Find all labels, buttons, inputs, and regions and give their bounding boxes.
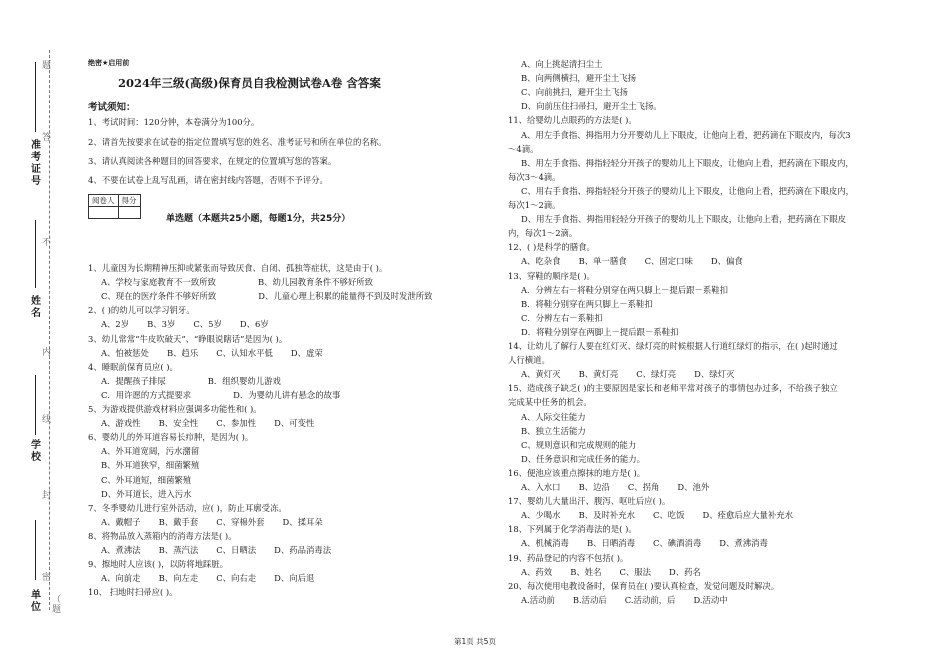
answer-option[interactable]: C、碘酒消毒 — [652, 538, 702, 549]
answer-option[interactable]: D、绿灯灭 — [694, 369, 735, 380]
fill-line — [35, 62, 36, 132]
notice-item: 4、不要在试卷上乱写乱画，请在密封线内答题，否则不予评分。 — [88, 175, 328, 185]
seal-char: 密 — [42, 573, 52, 583]
question-text: 6、婴幼儿的外耳道容易长疖肿，是因为( )。 — [88, 432, 254, 443]
option-row — [521, 256, 743, 267]
option-row — [101, 489, 191, 500]
question-text: 19、药品登记的内容不包括( )。 — [508, 552, 629, 563]
question-text: 15、造成孩子缺乏( )的主要原因是家长和老师平常对孩子的事情包办过多，不给孩子独立 — [508, 383, 838, 394]
answer-option[interactable]: C、参加性 — [216, 418, 257, 429]
answer-option[interactable]: C．用许愿的方式提要求 — [101, 389, 192, 400]
answer-option[interactable]: A、戴帽子 — [101, 516, 141, 527]
question-text: 14、让幼儿了解行人要在红灯灭、绿灯亮的时候根据人行道红绿灯的指示，在( )起时通过 — [508, 341, 838, 351]
option-row — [521, 426, 586, 437]
seal-char: 内 — [42, 348, 52, 358]
option-row — [521, 186, 854, 197]
answer-option[interactable]: B、幼儿园教育条件不够好所致 — [257, 277, 373, 288]
answer-option[interactable]: D、可变性 — [274, 418, 315, 429]
option-row — [521, 158, 854, 169]
seal-char: 不 — [42, 238, 52, 248]
answer-option[interactable]: B、用左手食指、拇指轻轻分开孩子的婴幼儿上下眼皮，让他向上看，把药滴在下眼皮内， — [521, 157, 854, 168]
answer-option[interactable]: A、2岁 — [101, 319, 130, 330]
answer-option[interactable]: B、姓名 — [570, 566, 602, 577]
fill-line — [35, 220, 36, 288]
option-row — [521, 327, 678, 338]
option-row — [101, 418, 314, 429]
option-row — [521, 440, 636, 451]
exam-number-label: 准 考 证 号 — [31, 140, 41, 187]
answer-option[interactable]: C、绿灯亮 — [636, 369, 677, 380]
option-row — [521, 412, 586, 423]
answer-option[interactable]: C、外耳道短，细菌繁殖 — [101, 474, 192, 485]
option-row — [101, 348, 323, 359]
fill-line — [35, 375, 36, 435]
question-text: 12、( )是科学的膳食。 — [508, 242, 595, 253]
answer-option[interactable]: D、儿童心理上积累的能量得不到及时发泄所致 — [258, 291, 433, 302]
option-row — [521, 510, 793, 521]
answer-option[interactable]: B、单一膳食 — [578, 256, 627, 267]
question-text: 7、冬季婴幼儿进行室外活动，应( )，防止耳廓受冻。 — [88, 502, 287, 513]
answer-option[interactable]: A、向上挑起清扫尘土 — [521, 59, 603, 69]
option-row — [521, 538, 768, 549]
seal-char: 线 — [42, 415, 52, 425]
answer-option[interactable]: D、外耳道长，进入污水 — [101, 488, 192, 499]
answer-option[interactable]: D、池外 — [677, 482, 710, 492]
answer-option[interactable]: A、外耳道宽阔，污水潴留 — [101, 446, 200, 457]
notice-item: 2、请首先按要求在试卷的指定位置填写您的姓名、准考证号和所在单位的名称。 — [88, 137, 387, 147]
option-row — [101, 446, 199, 457]
notice-item: 1、考试时间：120分钟，本卷满分为100分。 — [88, 117, 260, 127]
question-text: 8、将物品放入蒸箱内的消毒方法是( )。 — [88, 530, 237, 541]
answer-option[interactable]: A、药效 — [521, 566, 553, 577]
answer-option[interactable]: C、拐角 — [627, 482, 660, 492]
answer-option[interactable]: C、用右手食指、拇指轻轻分开孩子的婴幼儿上下眼皮，让他向上看，把药滴在下眼皮内， — [521, 185, 855, 196]
question-text: 人行横道。 — [508, 355, 550, 366]
answer-option[interactable]: A、向前走 — [101, 573, 141, 584]
option-row — [101, 390, 340, 401]
score-table — [88, 194, 141, 219]
answer-option[interactable]: D、用左手食指、拇指用轻轻分开孩子的婴幼儿上下眼皮，让他向上看，把药滴在下眼皮 — [521, 214, 846, 225]
option-row — [521, 595, 728, 606]
question-text: 9、擦地时人应该( )，以防将地踩脏。 — [88, 559, 229, 570]
school-label: 学 校 — [31, 440, 41, 463]
option-row — [521, 59, 602, 70]
question-text: 内，每次1～2滴。 — [508, 228, 578, 239]
grader-header: 阅卷人 — [89, 195, 119, 207]
answer-option[interactable]: B、日晒消毒 — [586, 538, 635, 549]
answer-option[interactable]: B、独立生活能力 — [521, 425, 586, 436]
answer-option[interactable]: C、穿棉外套 — [216, 516, 265, 527]
unit-label: 单 位 — [31, 590, 41, 613]
question-text: ～4滴。 — [508, 143, 539, 154]
option-row — [521, 482, 709, 493]
question-text: 4、睡眠前保育员应( )。 — [88, 361, 178, 372]
answer-option[interactable]: D、向后退 — [274, 573, 315, 584]
answer-option[interactable]: B、3岁 — [147, 319, 176, 330]
answer-option[interactable]: D．将鞋分别穿在两脚上－提后跟－系鞋扣 — [521, 326, 679, 337]
answer-option[interactable]: C.活动前，后 — [624, 594, 676, 605]
page-footer: 第1页 共5页 — [454, 637, 496, 646]
option-row — [521, 454, 645, 465]
seal-char: 封 — [42, 491, 52, 501]
option-row — [521, 567, 701, 578]
option-row — [521, 87, 628, 98]
answer-option[interactable]: C、吃饭 — [652, 510, 685, 521]
answer-option[interactable]: D、药品消毒法 — [274, 545, 332, 555]
answer-option[interactable]: A.活动前 — [521, 594, 555, 605]
answer-option[interactable]: D、6岁 — [239, 319, 269, 330]
option-row — [101, 277, 373, 288]
option-row — [101, 545, 331, 556]
question-text: 11、给婴幼儿点眼药的方法是( )。 — [508, 115, 637, 126]
question-text: 10、 扫地时扫帚应( )。 — [88, 587, 178, 598]
seal-char: 题 — [52, 605, 62, 615]
answer-option[interactable]: D、向前压住扫帚扫，避开尘土飞扬。 — [521, 101, 662, 112]
answer-option[interactable]: B．组织婴幼儿游戏 — [207, 375, 281, 386]
answer-option[interactable]: A、怕被惩处 — [101, 347, 149, 358]
answer-option[interactable]: C、向右走 — [216, 573, 257, 584]
question-text: 20、每次使用电教设备时，保育员在( )要认真检查，发觉问题及时解决。 — [508, 580, 780, 591]
answer-option[interactable]: C、5岁 — [193, 319, 222, 330]
answer-option[interactable]: C、固定口味 — [644, 256, 693, 267]
fill-line — [35, 520, 36, 580]
answer-option[interactable]: A、入水口 — [521, 482, 561, 492]
question-text: 完成某中任务的机会。 — [508, 397, 592, 408]
option-row — [521, 285, 728, 296]
answer-option[interactable]: A、学校与家庭教育不一致所致 — [101, 277, 216, 288]
answer-option[interactable]: B、戴手套 — [158, 516, 199, 527]
option-row — [101, 517, 323, 528]
answer-option[interactable]: C、服法 — [619, 566, 652, 577]
answer-option[interactable]: B、向两侧横扫，避开尘土飞扬 — [521, 73, 637, 84]
section-heading: 单选题（本题共25小题，每题1分，共25分） — [166, 214, 351, 224]
option-row — [101, 376, 281, 387]
answer-option[interactable]: B、边沿 — [578, 482, 610, 492]
notice-heading: 考试须知： — [88, 102, 136, 113]
option-row — [521, 73, 636, 84]
option-row — [521, 369, 734, 380]
score-cell[interactable] — [118, 207, 140, 219]
answer-option[interactable]: B．将鞋分别穿在两只脚上－系鞋扣 — [521, 298, 653, 309]
answer-option[interactable]: B、趋乐 — [166, 347, 199, 358]
answer-option[interactable]: B、安全性 — [158, 418, 199, 429]
question-text: 17、婴幼儿大量出汗、腹泻、呕吐后应( )。 — [508, 496, 671, 507]
answer-option[interactable]: A、用左手食指、拇指用力分开婴幼儿上下眼皮，让他向上看，把药滴在下眼皮内，每次3 — [521, 129, 851, 140]
option-row — [101, 460, 199, 471]
seal-char: 题 — [42, 61, 52, 71]
answer-option[interactable]: A、黄灯灭 — [521, 369, 561, 380]
answer-option[interactable]: C、日晒法 — [216, 545, 257, 555]
answer-option[interactable]: A、吃杂食 — [521, 256, 561, 267]
answer-option[interactable]: C、认知水平低 — [216, 347, 273, 358]
answer-option[interactable]: D.活动中 — [693, 594, 728, 605]
score-header: 得分 — [118, 195, 140, 207]
question-text: 每次1～2滴。 — [508, 200, 561, 210]
answer-option[interactable]: B、黄灯亮 — [578, 369, 619, 380]
option-row — [521, 101, 662, 112]
seal-char: 答 — [42, 133, 52, 143]
answer-option[interactable]: B、外耳道狭窄，细菌繁殖 — [101, 460, 200, 471]
option-row — [521, 313, 603, 324]
answer-option[interactable]: A、机械消毒 — [521, 538, 569, 549]
grader-cell[interactable] — [89, 207, 119, 219]
answer-option[interactable]: C、向前挑扫，避开尘土飞扬 — [521, 87, 628, 98]
answer-option[interactable]: A．提醒孩子排尿 — [101, 375, 166, 386]
option-row — [521, 130, 851, 141]
option-row — [101, 573, 314, 584]
answer-option[interactable]: A、少喝水 — [521, 510, 561, 521]
answer-option[interactable]: B、向左走 — [158, 573, 199, 584]
answer-option[interactable]: D、虚荣 — [290, 347, 323, 358]
answer-option[interactable]: B.活动后 — [572, 594, 607, 605]
answer-option[interactable]: B、及时补充水 — [578, 510, 635, 521]
question-text: 3、幼儿常常“牛皮吹破天”、“睁眼说瞎话”是因为( )。 — [88, 333, 288, 344]
seal-char: （ — [52, 595, 62, 605]
notice-item: 3、请认真阅读各种题目的回答要求，在规定的位置填写您的答案。 — [88, 156, 337, 166]
answer-option[interactable]: C、规则意识和完成规则的能力 — [521, 439, 637, 450]
question-text: 13、穿鞋的顺序是( )。 — [508, 270, 595, 281]
page-title: 2024年三级(高级)保育员自我检测试卷A卷 含答案 — [118, 76, 381, 90]
option-row — [101, 319, 269, 330]
answer-option[interactable]: C．分辨左右－系鞋扣 — [521, 312, 603, 323]
answer-option[interactable]: D、痊愈后应大量补充水 — [702, 510, 793, 521]
answer-option[interactable]: D、药名 — [669, 566, 701, 577]
question-text: 1、儿童因为长期精神压抑或紧张而导致厌食、自闭、孤独等症状，这是由于( )。 — [88, 263, 388, 273]
confidential-label: 绝密★启用前 — [88, 59, 130, 67]
question-text: 5、为游戏提供游戏材料应强调多功能性和( )。 — [88, 404, 262, 414]
answer-option[interactable]: D、揉耳朵 — [282, 516, 323, 527]
answer-option[interactable]: D、任务意识和完成任务的能力。 — [521, 453, 645, 464]
answer-option[interactable]: D．为婴幼儿讲有悬念的故事 — [233, 389, 341, 400]
answer-option[interactable]: A、人际交往能力 — [521, 411, 586, 422]
option-row — [101, 475, 191, 486]
answer-option[interactable]: B、蒸汽法 — [158, 545, 199, 555]
option-row — [101, 291, 433, 302]
answer-option[interactable]: D、煮沸消毒 — [719, 538, 768, 549]
answer-option[interactable]: C、现在的医疗条件不够好所致 — [101, 291, 217, 302]
binding-margin — [0, 0, 62, 671]
question-text: 2、( )的幼儿可以学习钥牙。 — [88, 305, 195, 316]
answer-option[interactable]: A．分辨左右－将鞋分别穿在两只脚上－提后跟－系鞋扣 — [521, 284, 729, 295]
answer-option[interactable]: A、游戏性 — [101, 418, 141, 429]
name-label: 姓 名 — [31, 296, 41, 319]
option-row — [521, 214, 846, 225]
question-text: 18、下列属于化学消毒法的是( )。 — [508, 524, 637, 535]
question-text: 16、便池应该重点擦抹的地方是( )。 — [508, 467, 646, 478]
answer-option[interactable]: D、偏食 — [710, 256, 743, 267]
question-text: 每次3～4滴。 — [508, 171, 561, 182]
answer-option[interactable]: A、煮沸法 — [101, 545, 141, 555]
option-row — [521, 299, 653, 310]
